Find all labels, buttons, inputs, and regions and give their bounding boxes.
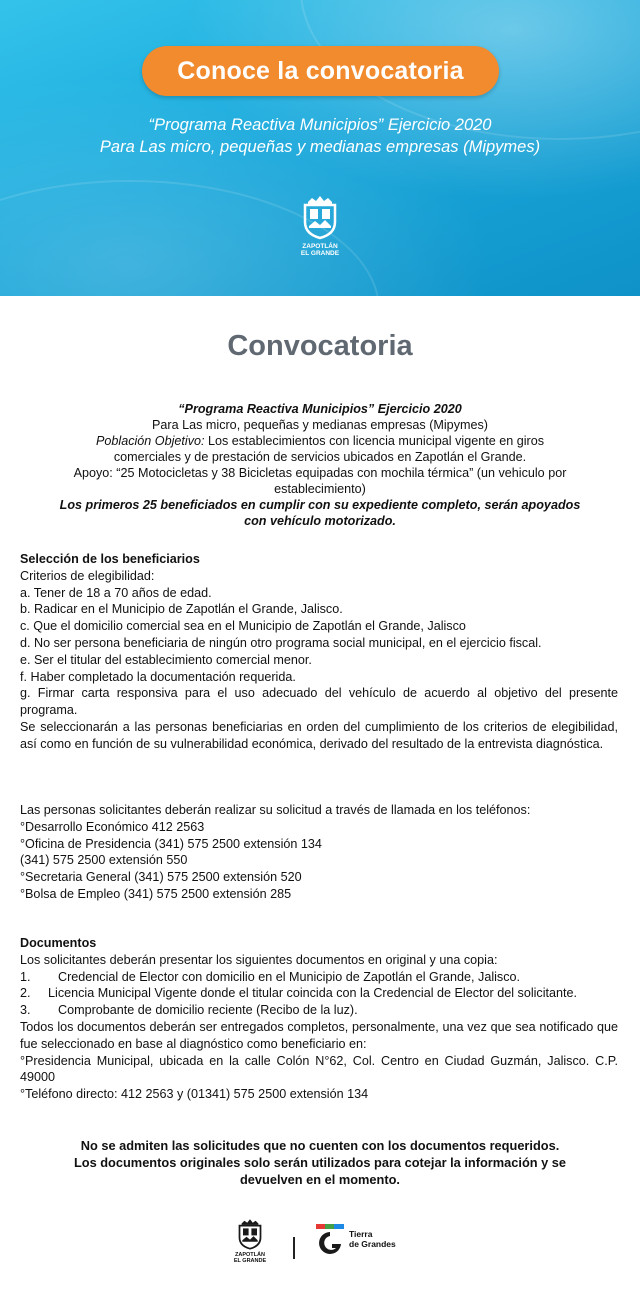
zapotlan-crest-icon	[236, 1217, 264, 1251]
conoce-convocatoria-button[interactable]	[142, 46, 499, 96]
intro-population-cont: comerciales y de prestación de servicios ubicados en Zapotlán el Grande.	[113, 450, 527, 464]
intro-population: Población Objetivo: Los establecimientos con licencia municipal vigente en giros	[95, 434, 545, 448]
intro-target: Para Las micro, pequeñas y medianas empresas (Mipymes)	[152, 418, 488, 432]
document-item: 3. Comprobante de domicilio reciente (Recibo de la luz).	[20, 1003, 358, 1018]
intro-support-cont: establecimiento)	[274, 482, 366, 496]
crest-caption: ZAPOTLÁN EL GRANDE	[300, 243, 340, 257]
document-item: 2. Licencia Municipal Vigente donde el titular coincida con la Credencial de Elector del solicitante.	[20, 986, 578, 1001]
phone-item: °Secretaria General (341) 575 2500 extensión 520	[20, 870, 302, 885]
phone-item: (341) 575 2500 extensión 550	[20, 853, 188, 868]
selection-heading: Selección de los beneficiarios	[20, 552, 200, 566]
button-label: Conoce la convocatoria	[177, 56, 464, 85]
closing-notice: No se admiten las solicitudes que no cuenten con los documentos requeridos. Los documentos originales solo serán utilizados para cotejar la información y se devuelven en el momento.	[73, 1138, 567, 1187]
intro-highlight-cont: con vehículo motorizado.	[244, 514, 396, 528]
logo-divider	[293, 1237, 295, 1259]
criteria-item: e. Ser el titular del establecimiento comercial menor.	[20, 652, 312, 667]
hero-banner	[0, 0, 640, 296]
footer-logos	[0, 1215, 640, 1285]
intro-program: “Programa Reactiva Municipios” Ejercicio 2020	[178, 402, 462, 416]
tierra-de-grandes-logo-icon	[314, 1223, 346, 1257]
documents-heading: Documentos	[20, 936, 97, 950]
document-item: 1. Credencial de Elector con domicilio en el Municipio de Zapotlán el Grande, Jalisco.	[20, 969, 521, 984]
criteria-item: a. Tener de 18 a 70 años de edad.	[20, 585, 212, 600]
criteria-item: f. Haber completado la documentación requerida.	[20, 669, 296, 684]
intro-highlight: Los primeros 25 beneficiados en cumplir con su expediente completo, serán apoyados	[59, 498, 581, 512]
documents-section	[20, 935, 618, 1103]
documents-phone: °Teléfono directo: 412 2563 y (01341) 575 2500 extensión 134	[20, 1087, 369, 1102]
footer-crest-caption: ZAPOTLÁN EL GRANDE	[233, 1252, 267, 1264]
documents-delivery: Todos los documentos deberán ser entregados completos, personalmente, una vez que sea notificado que fue seleccionado en base al diagnóstico como beneficiario en:	[20, 1019, 618, 1051]
documents-address: °Presidencia Municipal, ubicada en la calle Colón N°62, Col. Centro en Ciudad Guzmán, Jalisco. C.P. 49000	[20, 1053, 618, 1085]
contact-section	[20, 802, 618, 903]
criteria-item: b. Radicar en el Municipio de Zapotlán el Grande, Jalisco.	[20, 602, 343, 617]
intro-support: Apoyo: “25 Motocicletas y 38 Bicicletas equipadas con mochila térmica” (un vehiculo por	[73, 466, 567, 480]
documents-intro: Los solicitantes deberán presentar los siguientes documentos en original y una copia:	[20, 952, 498, 967]
criteria-item: c. Que el domicilio comercial sea en el Municipio de Zapotlán el Grande, Jalisco	[20, 619, 466, 634]
selection-paragraph: Se seleccionarán a las personas beneficiarias en orden del cumplimiento de los criterios de elegibilidad, así como en función de su vulnerabilidad económica, derivado del resultado de la entrevista diagnóstica.	[20, 719, 618, 751]
criteria-item: g. Firmar carta responsiva para el uso adecuado del vehículo de acuerdo al objetivo del presente programa.	[20, 686, 618, 718]
phone-item: °Desarrollo Económico 412 2563	[20, 819, 205, 834]
phone-item: °Oficina de Presidencia (341) 575 2500 extensión 134	[20, 836, 322, 851]
criteria-label: Criterios de elegibilidad:	[20, 568, 155, 583]
criteria-item: d. No ser persona beneficiaria de ningún otro programa social municipal, en el ejercicio fiscal.	[20, 635, 542, 650]
selection-section	[20, 551, 618, 753]
phone-item: °Bolsa de Empleo (341) 575 2500 extensión 285	[20, 886, 292, 901]
zapotlan-crest-icon	[300, 194, 340, 240]
intro-block	[14, 401, 626, 529]
hero-subtitle-program: “Programa Reactiva Municipios” Ejercicio 2020	[148, 116, 492, 134]
page-title: Convocatoria	[227, 330, 413, 362]
tierra-de-grandes-brand: Tierra de Grandes	[349, 1229, 396, 1249]
hero-subtitle-target: Para Las micro, pequeñas y medianas empresas (Mipymes)	[99, 138, 541, 156]
contact-intro: Las personas solicitantes deberán realizar su solicitud a través de llamada en los teléfonos:	[20, 803, 531, 817]
